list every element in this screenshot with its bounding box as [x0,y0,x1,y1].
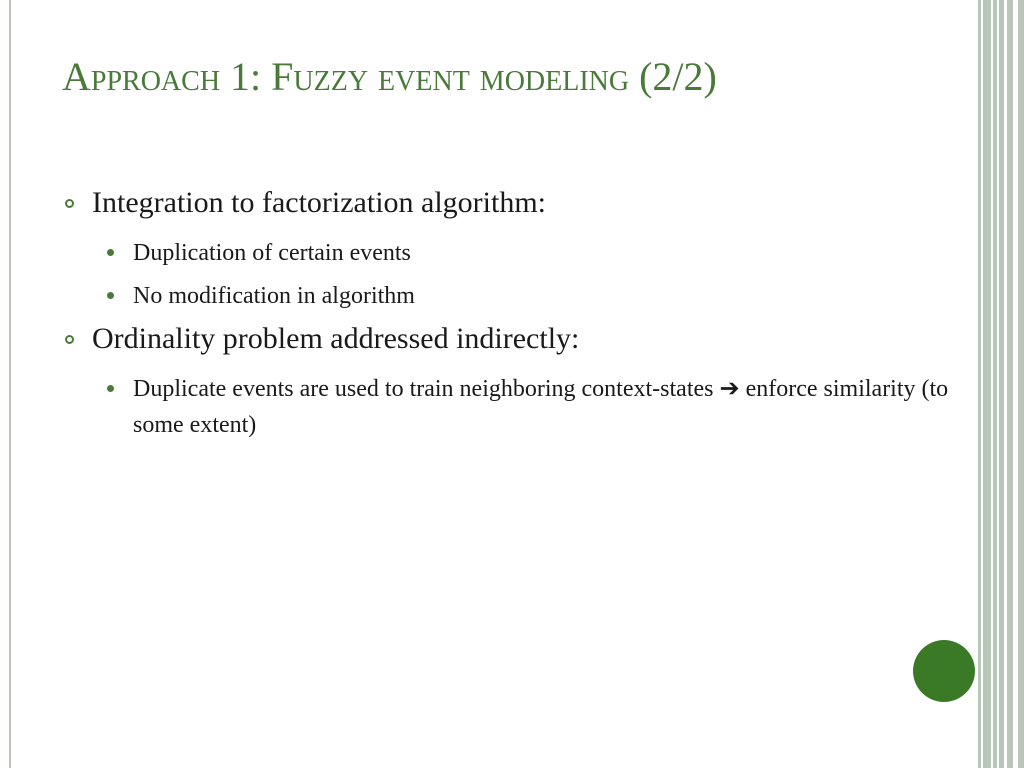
sub-bullet-text: Duplication of certain events [133,240,411,266]
bullet-text: Integration to factorization algorithm: [92,186,547,219]
sub-bullet-item [62,278,962,314]
bullet-item [62,185,962,221]
sub-bullet-item [62,235,962,271]
right-border-gap [1004,0,1007,768]
right-border-stripe [978,0,981,768]
dot-bullet-icon [107,292,114,299]
sub-bullet-text: No modification in algorithm [133,283,415,309]
bullet-text: Ordinality problem addressed indirectly: [92,322,580,355]
decorative-green-circle [913,640,975,702]
sub-bullet-text: Duplicate events are used to train neighboring context-states ➔ enforce similarity (to some extent) [133,376,949,438]
left-border-line [9,0,11,768]
ring-bullet-icon [65,199,74,208]
right-border-stripe [983,0,991,768]
right-border-stripe [993,0,997,768]
slide-title: Approach 1: Fuzzy event modeling (2/2) [62,54,717,99]
bullet-item [62,321,962,357]
dot-bullet-icon [107,385,114,392]
ring-bullet-icon [65,335,74,344]
right-border-gap [1013,0,1018,768]
sub-bullet-item [62,371,962,443]
right-border-stripe [999,0,1024,768]
dot-bullet-icon [107,249,114,256]
slide-body [62,185,962,450]
